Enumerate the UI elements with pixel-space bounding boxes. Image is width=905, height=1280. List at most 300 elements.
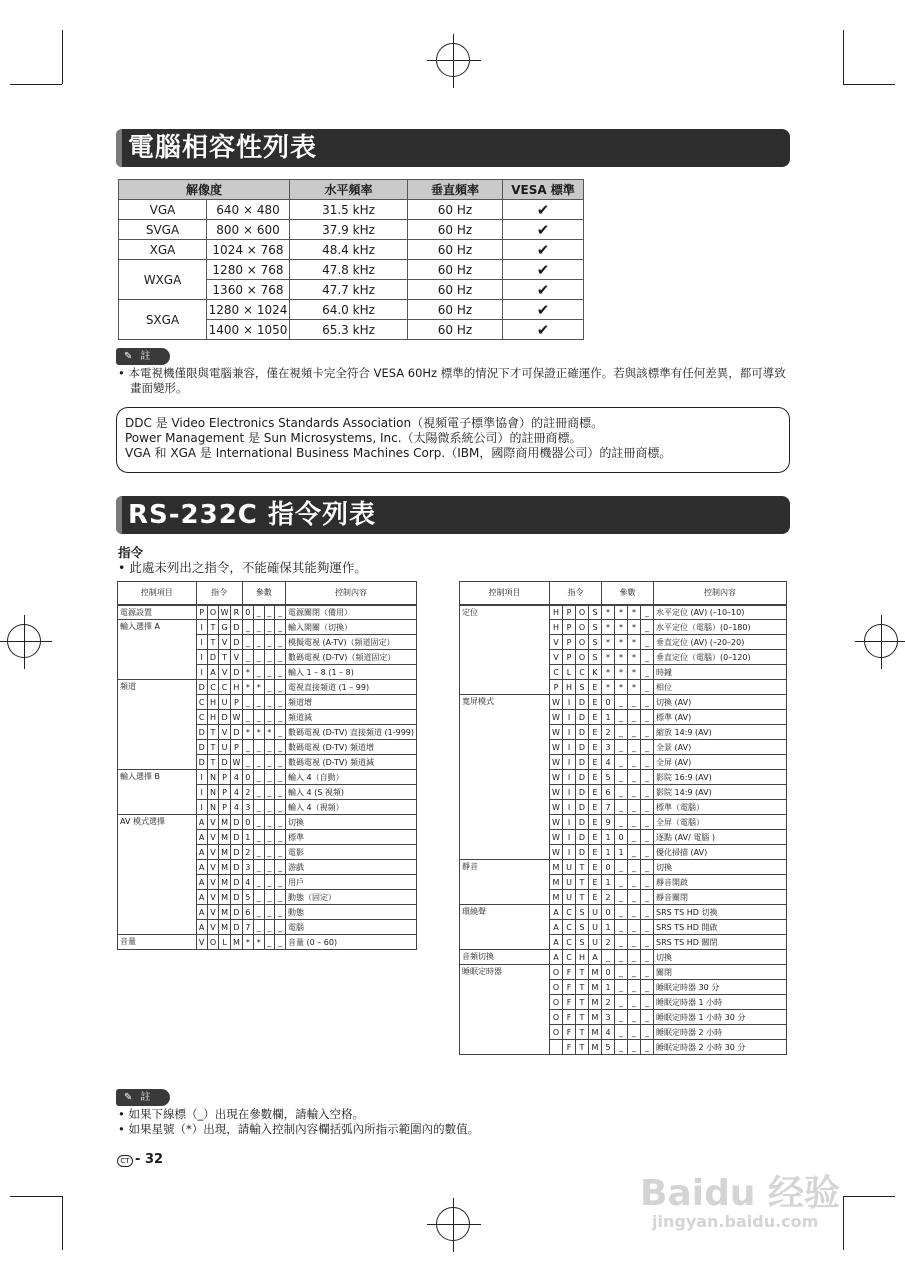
command-char: A [196, 905, 207, 920]
parameter-char: _ [628, 800, 641, 815]
command-char: F [563, 995, 576, 1010]
command-char: O [576, 650, 589, 665]
command-row [118, 785, 417, 800]
command-char: V [207, 830, 218, 845]
command-char: U [589, 935, 602, 950]
col-resolution: 解像度 [119, 180, 290, 200]
parameter-char: * [628, 650, 641, 665]
command-char: O [550, 965, 563, 980]
command-row [460, 755, 787, 770]
command-char: W [550, 845, 563, 860]
command-char: P [219, 770, 231, 785]
command-row [460, 740, 787, 755]
command-char: C [576, 665, 589, 680]
command-char: M [589, 980, 602, 995]
parameter-char: _ [264, 890, 275, 905]
parameter-char: * [253, 935, 264, 950]
command-char: W [550, 725, 563, 740]
command-row [460, 620, 787, 635]
parameter-char: _ [628, 1025, 641, 1040]
compat-row [119, 300, 584, 320]
parameter-char: * [602, 665, 615, 680]
vfreq: 60 Hz [408, 200, 503, 220]
parameter-char: 0 [242, 605, 253, 620]
parameter-char: _ [264, 785, 275, 800]
parameter-char: _ [628, 995, 641, 1010]
parameter-char: _ [253, 650, 264, 665]
parameter-char: 1 [602, 830, 615, 845]
parameter-char: _ [641, 950, 654, 965]
command-char: T [207, 740, 218, 755]
command-char: A [196, 830, 207, 845]
command-char: E [589, 815, 602, 830]
control-item [118, 635, 197, 650]
parameter-char: 2 [242, 785, 253, 800]
parameter-char: 0 [615, 830, 628, 845]
parameter-char: _ [615, 935, 628, 950]
control-item [118, 665, 197, 680]
command-char: V [207, 905, 218, 920]
parameter-char: _ [275, 905, 286, 920]
pencil-icon: ✎ [124, 1092, 133, 1103]
control-content: 標準 [285, 830, 416, 845]
command-char: A [550, 935, 563, 950]
command-char: U [219, 695, 231, 710]
command-char: P [219, 785, 231, 800]
control-item [460, 1040, 550, 1055]
command-char: N [207, 770, 218, 785]
command-row [118, 830, 417, 845]
command-row [460, 1025, 787, 1040]
control-content: 模擬電視 (A-TV)（頻道固定） [285, 635, 416, 650]
command-char: O [576, 605, 589, 620]
control-item: 靜音 [460, 860, 550, 875]
parameter-char: _ [615, 785, 628, 800]
command-char: T [207, 635, 218, 650]
parameter-char: _ [628, 725, 641, 740]
page-number [117, 1152, 163, 1167]
command-char: V [207, 860, 218, 875]
col-vfreq: 垂直頻率 [408, 180, 503, 200]
command-char: O [550, 995, 563, 1010]
parameter-char: * [242, 665, 253, 680]
control-item [118, 695, 197, 710]
control-content: 電視直接頻道 (1 – 99) [285, 680, 416, 695]
command-char: D [219, 755, 231, 770]
parameter-char: _ [641, 815, 654, 830]
parameter-char: _ [615, 695, 628, 710]
parameter-char: _ [628, 905, 641, 920]
command-char: 4 [231, 770, 243, 785]
registration-mark [7, 624, 41, 658]
command-char: M [589, 1025, 602, 1040]
parameter-char: _ [615, 875, 628, 890]
command-char: D [196, 740, 207, 755]
control-content: 垂直定位（電腦）(0–120) [654, 650, 787, 665]
control-content: 睡眠定時器 2 小時 30 分 [654, 1040, 787, 1055]
parameter-char: * [615, 635, 628, 650]
command-row [460, 725, 787, 740]
command-char: P [550, 680, 563, 695]
parameter-char: 6 [602, 785, 615, 800]
parameter-char: _ [615, 890, 628, 905]
command-char: T [207, 755, 218, 770]
control-content: 垂直定位 (AV) (–20–20) [654, 635, 787, 650]
parameter-char: _ [275, 650, 286, 665]
command-char: T [576, 1025, 589, 1040]
parameter-char: 0 [242, 815, 253, 830]
command-char: E [589, 755, 602, 770]
parameter-char: _ [615, 920, 628, 935]
command-char: S [576, 680, 589, 695]
command-row [118, 860, 417, 875]
parameter-char: _ [253, 740, 264, 755]
command-char: E [589, 695, 602, 710]
parameter-char: _ [628, 890, 641, 905]
trademark-line: DDC 是 Video Electronics Standards Association（視頻電子標準協會）的註冊商標。 [125, 416, 604, 430]
crop-mark [843, 30, 844, 84]
command-char: V [207, 875, 218, 890]
parameter-char: _ [264, 935, 275, 950]
rs232-title: RS-232C 指令列表 [116, 496, 790, 534]
command-char: M [219, 890, 231, 905]
parameter-char: _ [641, 740, 654, 755]
command-char: A [196, 860, 207, 875]
command-char: I [563, 785, 576, 800]
compat-title: 電腦相容性列表 [116, 129, 790, 167]
trademark-line: Power Management 是 Sun Microsystems, Inc.（太陽微系統公司）的註冊商標。 [125, 431, 582, 445]
command-row [118, 620, 417, 635]
command-char: P [563, 635, 576, 650]
control-item [460, 665, 550, 680]
hfreq: 65.3 kHz [290, 320, 408, 340]
parameter-char: _ [641, 725, 654, 740]
parameter-char: _ [641, 1025, 654, 1040]
command-char: W [550, 800, 563, 815]
command-row [118, 605, 417, 620]
col-control-item: 控制項目 [118, 582, 197, 605]
compat-row [119, 200, 584, 220]
parameter-char: _ [641, 650, 654, 665]
note-text: • 本電視機僅限與電腦兼容，僅在視頻卡完全符合 VESA 60Hz 標準的情況下才可保證正確運作。若與該標準有任何差異，都可導致畫面變形。 [118, 366, 786, 395]
command-char: M [219, 920, 231, 935]
control-content: 睡眠定時器 1 小時 30 分 [654, 1010, 787, 1025]
parameter-char: _ [253, 845, 264, 860]
parameter-char: _ [275, 800, 286, 815]
command-char: L [219, 935, 231, 950]
command-char: D [231, 815, 243, 830]
command-char: M [550, 890, 563, 905]
command-char: M [219, 905, 231, 920]
command-char: T [576, 1010, 589, 1025]
parameter-char: 9 [602, 815, 615, 830]
parameter-char: _ [615, 800, 628, 815]
parameter-char: * [602, 650, 615, 665]
col-control-content: 控制內容 [654, 582, 787, 605]
parameter-char: _ [641, 980, 654, 995]
parameter-char: _ [628, 875, 641, 890]
resolution: 1360 × 768 [207, 280, 290, 300]
command-char: W [550, 785, 563, 800]
parameter-char: * [602, 680, 615, 695]
command-row [118, 725, 417, 740]
cmd-heading: 指令 [118, 545, 144, 560]
hfreq: 47.7 kHz [290, 280, 408, 300]
command-char: C [563, 950, 576, 965]
control-item: 音頻切換 [460, 950, 550, 965]
control-content: 輸入 4（視頻） [285, 800, 416, 815]
control-content: 數碼電視 (D-TV) 直接頻道 (1-999) [285, 725, 416, 740]
command-table-left [117, 581, 417, 950]
command-char: N [207, 800, 218, 815]
control-item: 輸入選擇 B [118, 770, 197, 785]
command-char: N [207, 785, 218, 800]
resolution: 1280 × 768 [207, 260, 290, 280]
command-char: S [576, 920, 589, 935]
control-item [118, 860, 197, 875]
control-item [118, 890, 197, 905]
page-number-value: 32 [144, 1152, 164, 1167]
crop-mark [843, 84, 895, 85]
parameter-char: 0 [602, 860, 615, 875]
control-item: 輸入選擇 A [118, 620, 197, 635]
command-char: A [589, 950, 602, 965]
command-char: D [231, 860, 243, 875]
parameter-char: _ [275, 890, 286, 905]
parameter-char: _ [275, 845, 286, 860]
control-item [460, 920, 550, 935]
parameter-char: _ [628, 785, 641, 800]
command-char: P [219, 800, 231, 815]
control-item [460, 890, 550, 905]
parameter-char: 5 [242, 890, 253, 905]
command-char: M [589, 995, 602, 1010]
compat-row [119, 240, 584, 260]
command-char: V [550, 650, 563, 665]
note-compat [118, 366, 790, 396]
parameter-char: _ [253, 860, 264, 875]
parameter-char: _ [253, 830, 264, 845]
command-char: D [576, 740, 589, 755]
control-content: SRS TS HD 切換 [654, 905, 787, 920]
parameter-char: _ [253, 785, 264, 800]
control-content: 縮放 14:9 (AV) [654, 725, 787, 740]
command-char: E [589, 740, 602, 755]
parameter-char: _ [275, 830, 286, 845]
control-content: 音量 (0 – 60) [285, 935, 416, 950]
control-item [460, 725, 550, 740]
parameter-char: 4 [602, 1025, 615, 1040]
parameter-char: _ [242, 650, 253, 665]
parameter-char: _ [641, 920, 654, 935]
command-char: D [576, 815, 589, 830]
control-item [118, 830, 197, 845]
control-item [460, 770, 550, 785]
registration-mark [436, 43, 470, 77]
parameter-char: 5 [602, 1040, 615, 1055]
parameter-char: _ [615, 1025, 628, 1040]
parameter-char: _ [275, 665, 286, 680]
vfreq: 60 Hz [408, 320, 503, 340]
control-item [118, 800, 197, 815]
parameter-char: _ [264, 860, 275, 875]
col-command: 指令 [550, 582, 602, 605]
col-control-content: 控制內容 [285, 582, 416, 605]
parameter-char: _ [275, 785, 286, 800]
command-char: I [196, 635, 207, 650]
command-char: V [207, 890, 218, 905]
control-item [460, 800, 550, 815]
parameter-char: _ [275, 680, 286, 695]
parameter-char: _ [615, 755, 628, 770]
compat-row [119, 220, 584, 240]
parameter-char: _ [641, 695, 654, 710]
command-char: D [576, 830, 589, 845]
command-char: I [563, 845, 576, 860]
mode-name: XGA [119, 240, 207, 260]
registration-mark [436, 1207, 470, 1241]
control-content: 用戶 [285, 875, 416, 890]
command-char: T [576, 965, 589, 980]
command-char: M [231, 935, 243, 950]
parameter-char: _ [628, 1010, 641, 1025]
command-row [118, 845, 417, 860]
parameter-char: _ [264, 920, 275, 935]
control-content: 數碼電視 (D-TV) 頻道增 [285, 740, 416, 755]
command-row [460, 815, 787, 830]
note-label: 註 [140, 1092, 151, 1103]
command-char: W [219, 605, 231, 620]
parameter-char: * [615, 605, 628, 620]
hfreq: 31.5 kHz [290, 200, 408, 220]
control-item [118, 920, 197, 935]
command-char: W [231, 755, 243, 770]
command-row [460, 860, 787, 875]
command-char: V [550, 635, 563, 650]
command-char: O [550, 1025, 563, 1040]
command-char: E [589, 725, 602, 740]
command-row [460, 920, 787, 935]
crop-mark [10, 1196, 62, 1197]
control-item [118, 725, 197, 740]
parameter-char: _ [641, 890, 654, 905]
parameter-char: _ [615, 965, 628, 980]
control-content: 相位 [654, 680, 787, 695]
command-char: D [219, 710, 231, 725]
command-char: T [219, 650, 231, 665]
trademark-box [116, 407, 790, 473]
parameter-char: _ [253, 605, 264, 620]
parameter-char: 2 [602, 725, 615, 740]
parameter-char: _ [641, 1040, 654, 1055]
resolution: 800 × 600 [207, 220, 290, 240]
command-char: H [563, 680, 576, 695]
parameter-char: _ [264, 875, 275, 890]
command-char: O [207, 605, 218, 620]
control-item: 電源設置 [118, 605, 197, 620]
control-item [460, 650, 550, 665]
parameter-char: 1 [602, 710, 615, 725]
command-char: E [589, 770, 602, 785]
command-char: V [219, 635, 231, 650]
parameter-char: _ [615, 980, 628, 995]
parameter-char: _ [275, 920, 286, 935]
command-char: M [550, 860, 563, 875]
command-char: A [196, 815, 207, 830]
parameter-char: _ [242, 695, 253, 710]
command-char: D [231, 920, 243, 935]
command-char: I [196, 770, 207, 785]
parameter-char: _ [602, 950, 615, 965]
control-item: 頻道 [118, 680, 197, 695]
parameter-char: _ [641, 845, 654, 860]
parameter-char: _ [264, 605, 275, 620]
command-char: A [196, 875, 207, 890]
command-char: H [550, 605, 563, 620]
command-char: E [589, 680, 602, 695]
command-char: T [576, 995, 589, 1010]
parameter-char: _ [641, 875, 654, 890]
control-item [460, 995, 550, 1010]
note-badge [116, 1089, 170, 1106]
parameter-char: _ [275, 875, 286, 890]
command-char: W [231, 710, 243, 725]
col-parameter: 參數 [242, 582, 285, 605]
command-row [118, 875, 417, 890]
command-char: I [563, 815, 576, 830]
control-content: 動態（固定） [285, 890, 416, 905]
command-char: H [231, 680, 243, 695]
command-char: C [219, 680, 231, 695]
control-item [460, 710, 550, 725]
control-content: SRS TS HD 開啟 [654, 920, 787, 935]
command-char: D [231, 635, 243, 650]
parameter-char: _ [641, 830, 654, 845]
command-char: F [563, 1010, 576, 1025]
control-item [460, 935, 550, 950]
parameter-char: _ [264, 680, 275, 695]
command-char: I [563, 710, 576, 725]
command-char: E [589, 785, 602, 800]
parameter-char: _ [641, 860, 654, 875]
command-char: D [196, 680, 207, 695]
control-item [118, 755, 197, 770]
command-char: H [576, 950, 589, 965]
vesa-check: ✔ [503, 220, 584, 240]
parameter-char: _ [253, 770, 264, 785]
parameter-char: _ [275, 740, 286, 755]
command-row [460, 995, 787, 1010]
command-row [118, 665, 417, 680]
command-char: D [231, 830, 243, 845]
parameter-char: * [602, 635, 615, 650]
parameter-char: _ [615, 1040, 628, 1055]
control-content: 影院 16:9 (AV) [654, 770, 787, 785]
command-row [118, 740, 417, 755]
command-row [460, 935, 787, 950]
command-char: U [589, 920, 602, 935]
command-row [460, 785, 787, 800]
parameter-char: _ [615, 815, 628, 830]
watermark-logo: Baidu 经验 [640, 1173, 841, 1214]
command-char: C [563, 905, 576, 920]
control-item [460, 845, 550, 860]
command-row [118, 815, 417, 830]
command-char: V [207, 845, 218, 860]
command-row [460, 905, 787, 920]
command-char: M [219, 860, 231, 875]
parameter-char: _ [275, 725, 286, 740]
